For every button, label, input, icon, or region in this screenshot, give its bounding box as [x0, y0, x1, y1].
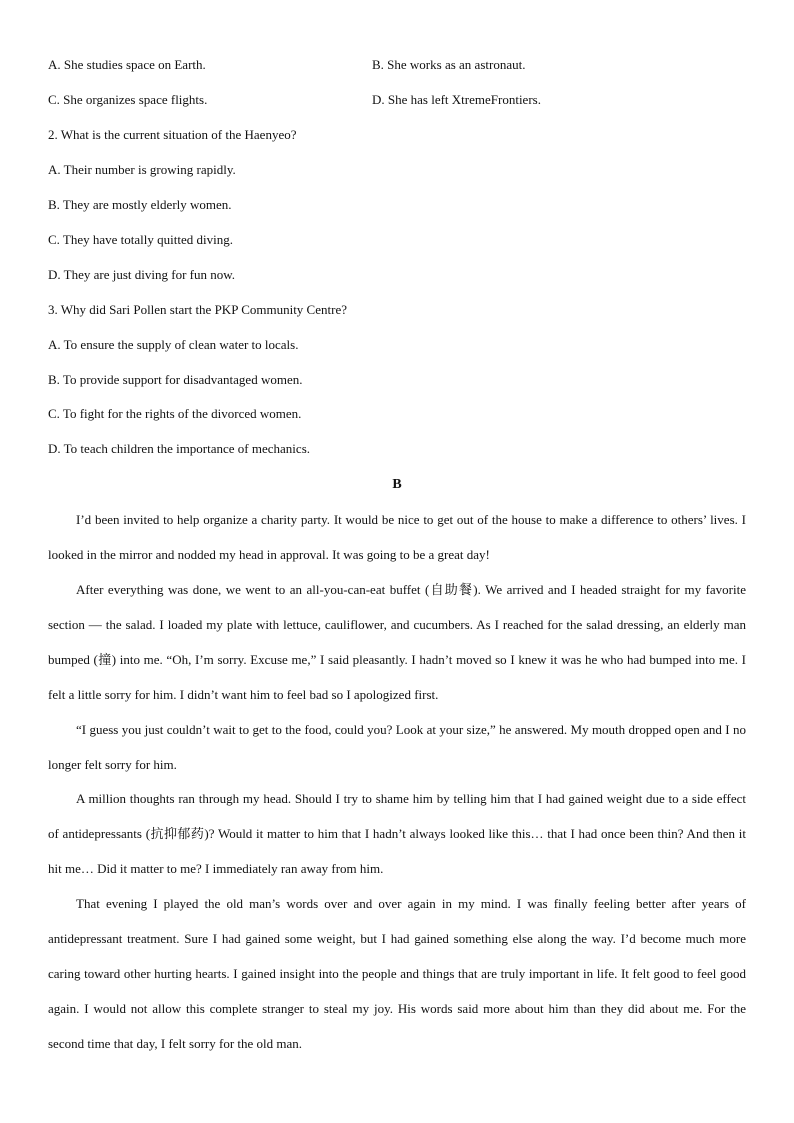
q1-option-d: D. She has left XtremeFrontiers. [372, 92, 541, 107]
passage-paragraph-3: “I guess you just couldn’t wait to get to the food, could you? Look at your size,” he answered. My mouth dropped open and I no longer felt sorry for him. [48, 722, 746, 772]
passage-paragraph-2: After everything was done, we went to an all-you-can-eat buffet (自助餐). We arrived and I headed straight for my favorite section — the salad. I loaded my plate with lettuce, cauliflower, and cucumbers. As I reached for the salad dressing, an elderly man bumped (撞) into me. “Oh, I’m sorry. Excuse me,” I said pleasantly. I hadn’t moved so I knew it was he who had bumped into me. I felt a little sorry for him. I didn’t want him to feel bad so I apologized first. [48, 582, 746, 702]
q3-option-b: B. To provide support for disadvantaged women. [48, 372, 303, 387]
q2-option-a: A. Their number is growing rapidly. [48, 162, 236, 177]
q1-option-b: B. She works as an astronaut. [372, 57, 526, 72]
q3-option-c: C. To fight for the rights of the divorced women. [48, 406, 302, 421]
passage-paragraph-1: I’d been invited to help organize a charity party. It would be nice to get out of the house to make a difference to others’ lives. I looked in the mirror and nodded my head in approval. It was going to be a great day! [48, 512, 746, 562]
passage-paragraph-5: That evening I played the old man’s words over and over again in my mind. I was finally feeling better after years of antidepressant treatment. Sure I had gained some weight, but I had gained something else along the way. I’d become much more caring toward other hurting hearts. I gained insight into the people and things that are truly important in life. It felt good to feel good again. I would not allow this complete stranger to steal my joy. His words said more about him than they did about me. For the second time that day, I felt sorry for the old man. [48, 896, 746, 1051]
passage-paragraph-4: A million thoughts ran through my head. Should I try to shame him by telling him that I had gained weight due to a side effect of antidepressants (抗抑郁药)? Would it matter to him that I hadn’t always looked like this… that I had once been thin? And then it hit me… Did it matter to me? I immediately ran away from him. [48, 791, 746, 876]
q3-option-a: A. To ensure the supply of clean water to locals. [48, 337, 299, 352]
q3-question: 3. Why did Sari Pollen start the PKP Community Centre? [48, 302, 347, 317]
section-b-heading: B [392, 477, 402, 492]
q2-option-b: B. They are mostly elderly women. [48, 197, 232, 212]
q2-option-c: C. They have totally quitted diving. [48, 232, 233, 247]
q2-option-d: D. They are just diving for fun now. [48, 267, 236, 282]
q1-option-c: C. She organizes space flights. [48, 92, 208, 107]
q3-option-d: D. To teach children the importance of mechanics. [48, 441, 310, 456]
q2-question: 2. What is the current situation of the Haenyeo? [48, 127, 297, 142]
q1-option-a: A. She studies space on Earth. [48, 57, 206, 72]
